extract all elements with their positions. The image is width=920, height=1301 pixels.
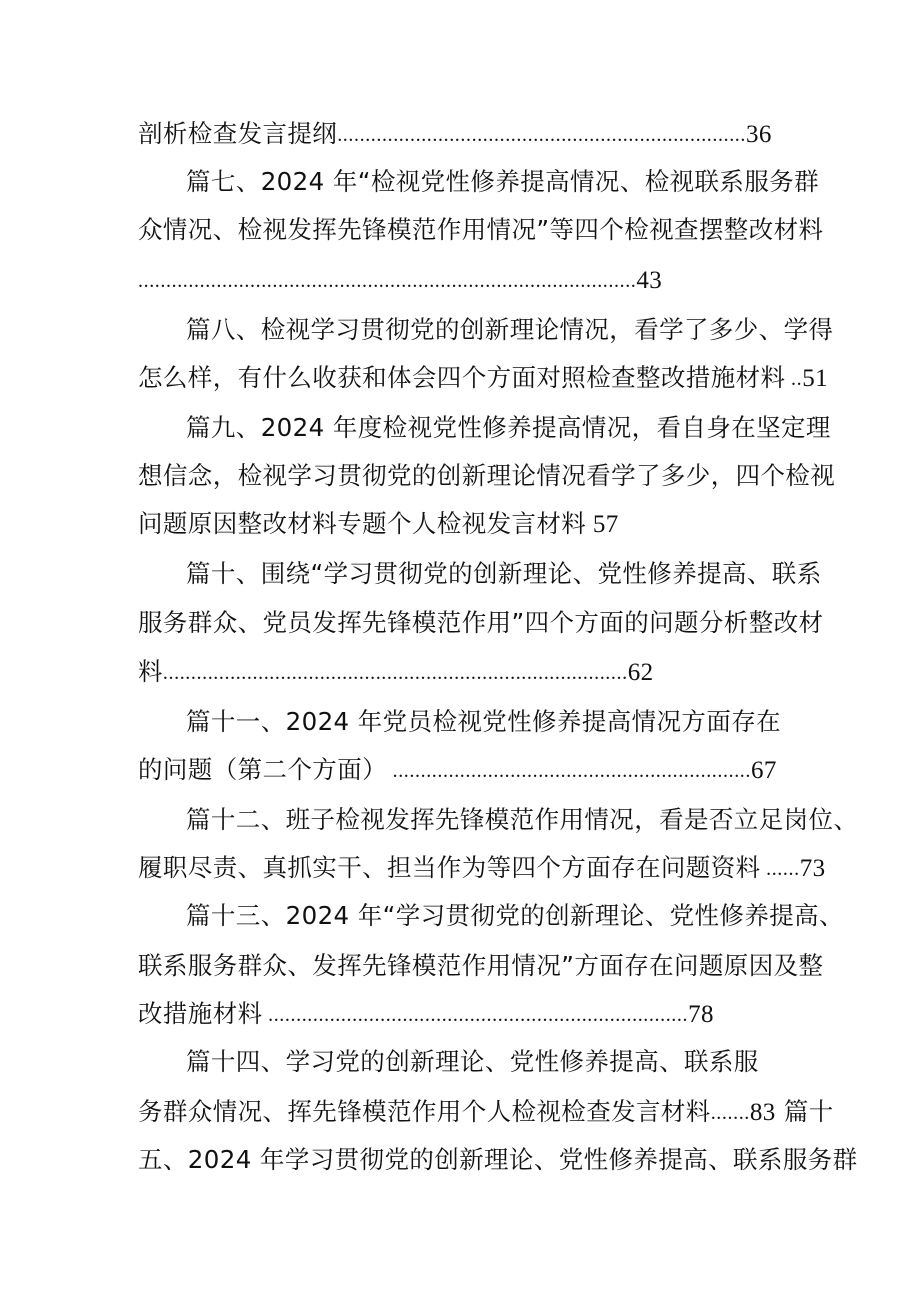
toc-page-number: 78 <box>688 1001 714 1028</box>
toc-line-7 <box>186 408 831 448</box>
toc-line-19 <box>138 994 714 1034</box>
toc-text: 篇十三、2024 年“学习贯彻党的创新理论、党性修养提高、 <box>186 901 844 930</box>
toc-text: 料 <box>138 657 163 686</box>
toc-line-12 <box>138 652 654 692</box>
toc-page-number: 62 <box>627 659 654 686</box>
toc-page-number: 57 <box>586 511 619 538</box>
toc-line-17 <box>186 896 844 936</box>
toc-text: 想信念，检视学习贯彻党的创新理论情况看学了多少，四个检视 <box>138 461 836 490</box>
toc-text: 的问题（第二个方面） <box>138 755 387 784</box>
toc-page-number: 67 <box>751 757 777 784</box>
toc-line-16 <box>138 848 826 888</box>
toc-text: 篇十一、2024 年党员检视党性修养提高情况方面存在 <box>186 707 782 736</box>
toc-text: 众情况、检视发挥先锋模范作用情况”等四个检视查摆整改材料 <box>138 215 824 244</box>
toc-line-1 <box>138 114 772 154</box>
toc-text: 改措施材料 <box>138 999 263 1028</box>
toc-text: 篇九、2024 年度检视党性修养提高情况，看自身在坚定理 <box>186 413 831 442</box>
toc-text: 篇八、检视学习贯彻党的创新理论情况，看学了多少、学得 <box>186 315 834 344</box>
toc-line-5 <box>186 310 833 350</box>
toc-text: 篇七、2024 年“检视党性修养提高情况、检视联系服务群 <box>186 167 820 196</box>
toc-page-number: 73 <box>799 855 826 882</box>
toc-text: 务群众情况、挥先锋模范作用个人检视检查发言材料 <box>138 1097 711 1126</box>
toc-leader: ......................................................................................... <box>138 270 637 292</box>
toc-page-number: 43 <box>636 267 663 294</box>
toc-text: 服务群众、党员发挥先锋模范作用”四个方面的问题分析整改材 <box>138 608 824 637</box>
toc-page-number: 51 <box>802 365 829 392</box>
toc-text: 联系服务群众、发挥先锋模范作用情况”方面存在问题原因及整 <box>138 951 824 980</box>
toc-text: 篇十二、班子检视发挥先锋模范作用情况，看是否立足岗位、 <box>186 805 859 834</box>
toc-text: 剖析检查发言提纲 <box>138 119 338 148</box>
toc-page-number: 83 <box>749 1099 776 1126</box>
toc-leader: ....... <box>710 1102 750 1124</box>
toc-text: 篇十、围绕“学习贯彻党的创新理论、党性修养提高、联系 <box>186 559 822 588</box>
toc-line-4 <box>138 260 662 300</box>
toc-leader: ........................................................................... <box>262 1004 689 1026</box>
toc-line-10 <box>186 554 822 594</box>
toc-line-6 <box>138 358 828 398</box>
toc-text: 怎么样，有什么收获和体会四个方面对照检查整改措施材料 <box>138 363 786 392</box>
toc-line-18 <box>138 946 823 986</box>
toc-line-21 <box>138 1092 834 1132</box>
toc-line-13 <box>186 702 781 742</box>
toc-line-20 <box>186 1042 759 1082</box>
toc-line-22 <box>138 1140 858 1180</box>
toc-leader: ................................................................................... <box>162 662 628 684</box>
toc-leader: ......................................................................... <box>337 124 747 146</box>
toc-line-14 <box>138 750 777 790</box>
toc-line-11 <box>138 603 823 643</box>
toc-line-8 <box>138 456 835 496</box>
toc-page-number: 36 <box>746 121 772 148</box>
toc-leader: ................................................................ <box>387 760 751 782</box>
toc-line-2 <box>186 162 819 202</box>
toc-line-15 <box>186 800 858 840</box>
toc-text: 篇十四、学习党的创新理论、党性修养提高、联系服 <box>186 1047 759 1076</box>
toc-text-continued: 篇十 <box>775 1097 834 1126</box>
toc-text: 问题原因整改材料专题个人检视发言材料 <box>138 509 587 538</box>
toc-text: 五、2024 年学习贯彻党的创新理论、党性修养提高、联系服务群 <box>138 1145 858 1174</box>
toc-line-9 <box>138 504 619 544</box>
toc-text: 履职尽责、真抓实干、担当作为等四个方面存在问题资料 <box>138 853 761 882</box>
toc-leader: .. <box>785 368 803 390</box>
toc-leader: ...... <box>760 858 800 880</box>
toc-line-3 <box>138 210 823 250</box>
